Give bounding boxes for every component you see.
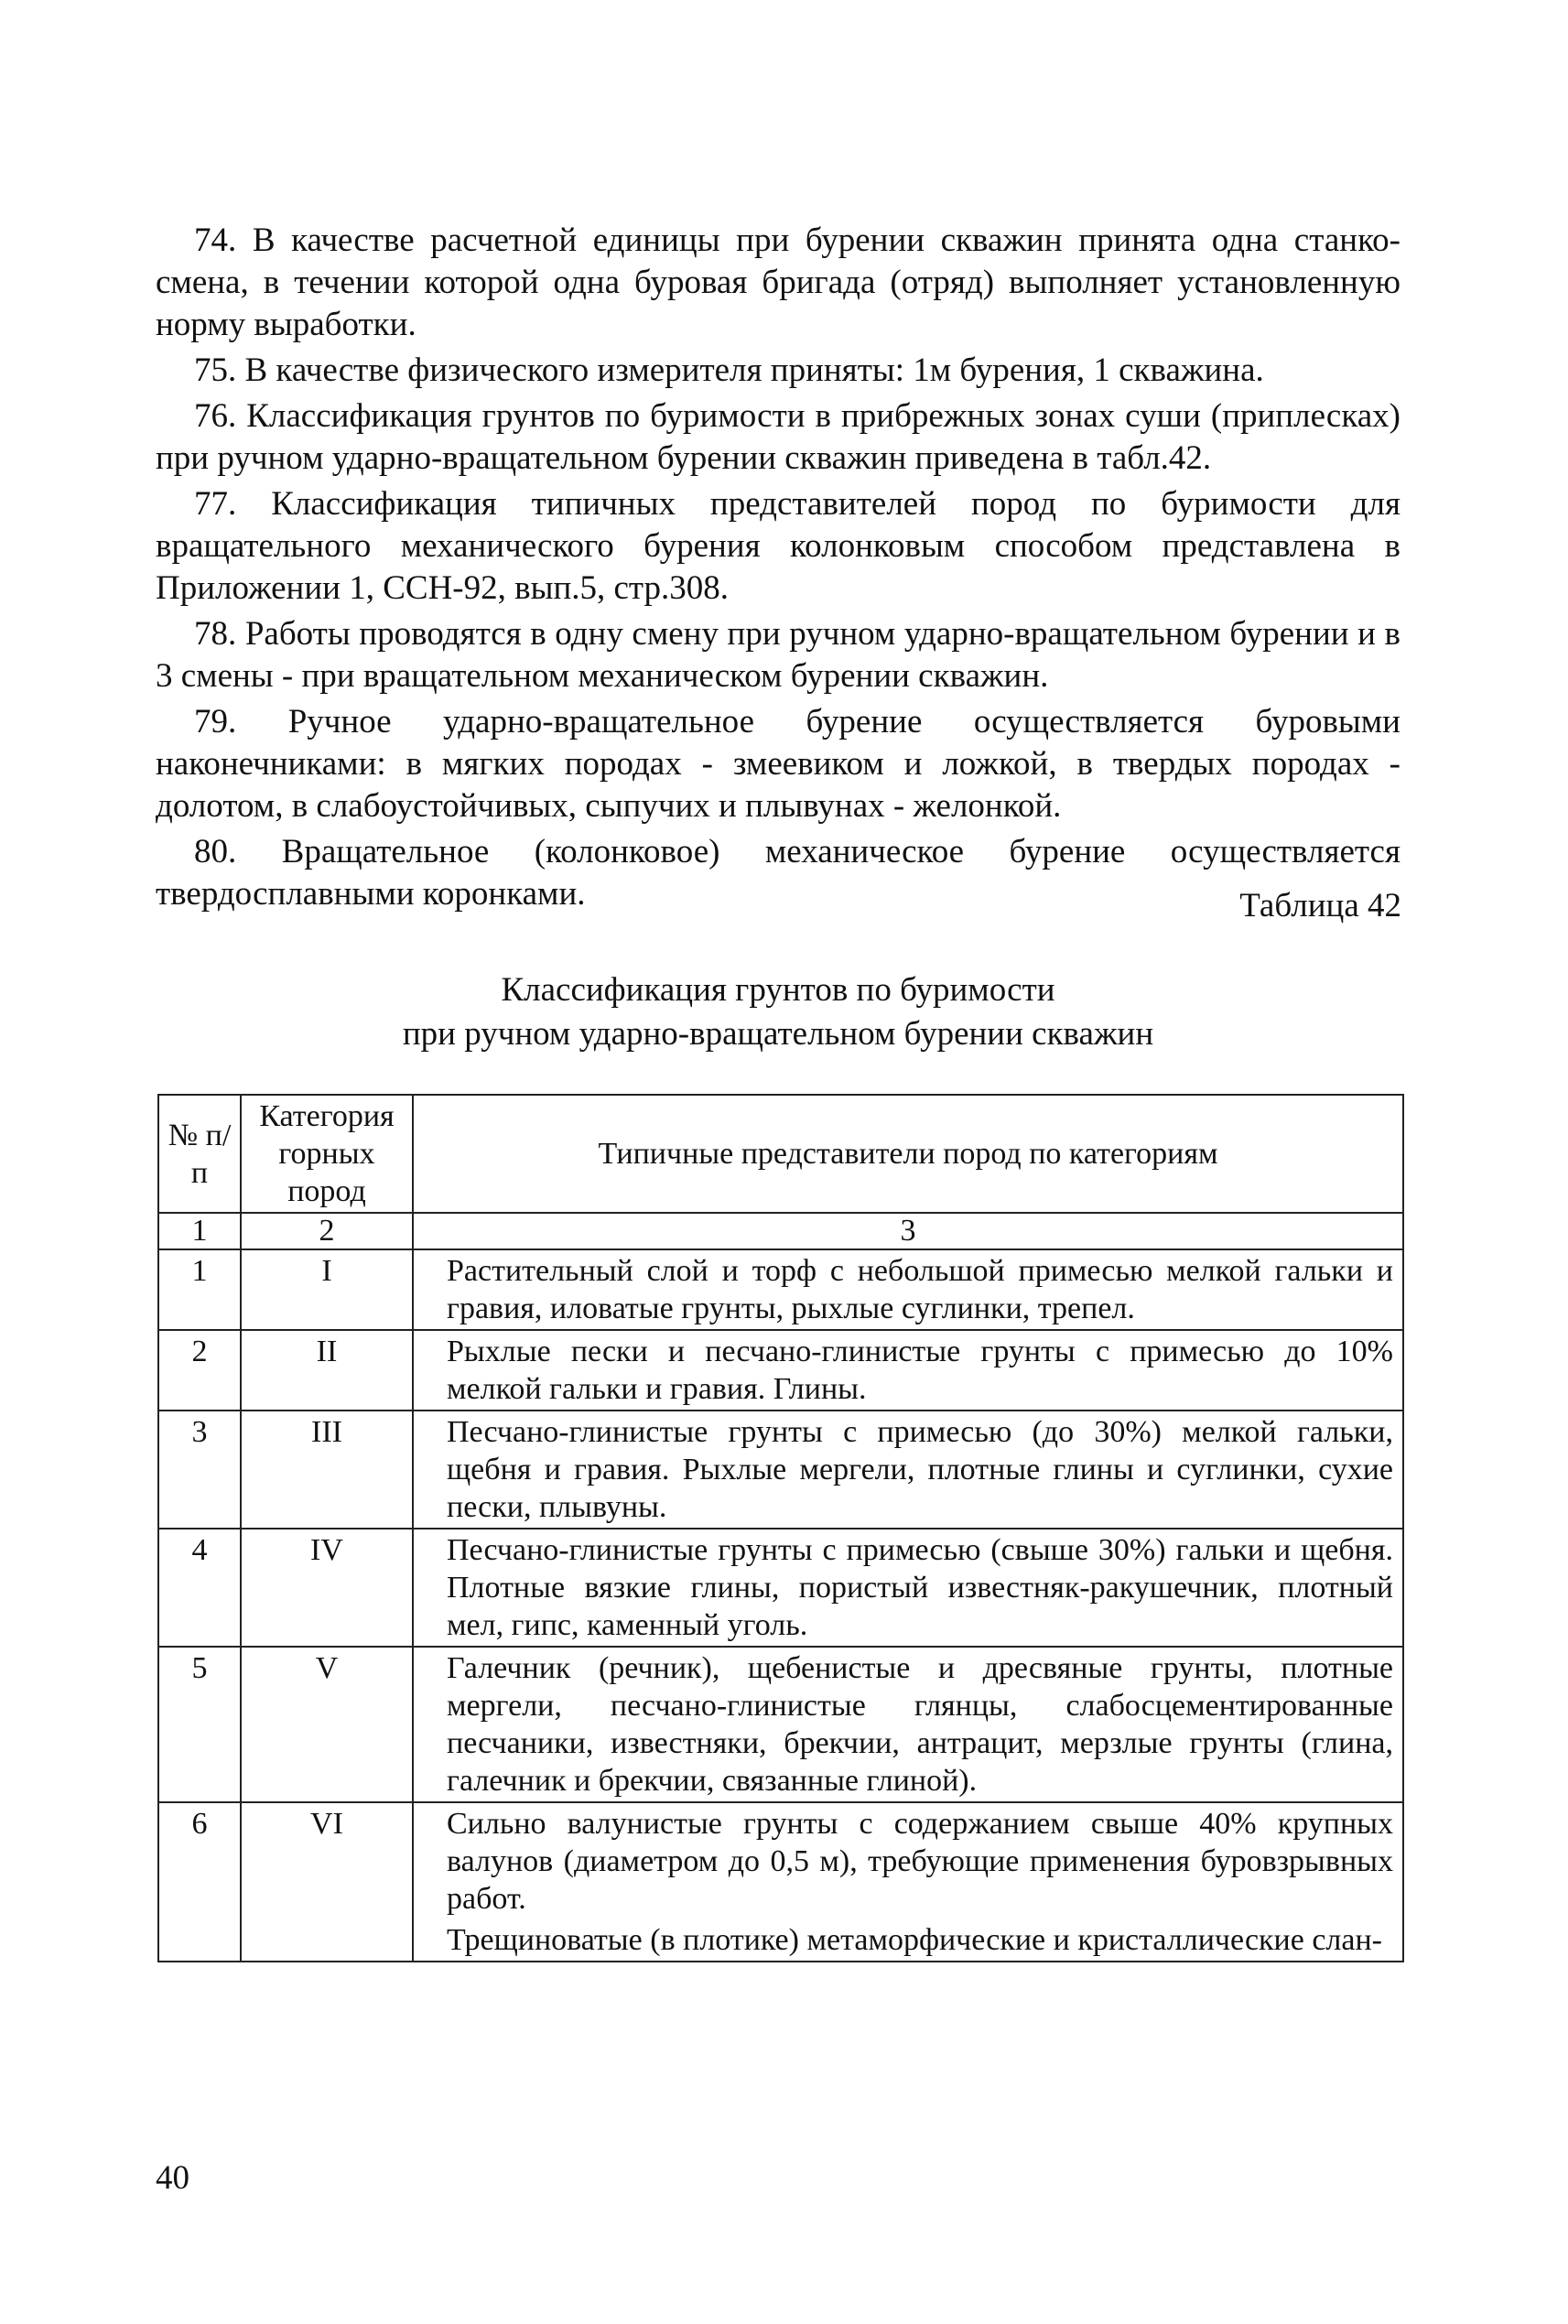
paragraph-78: 78. Работы проводятся в одну смену при ручном ударно-вращательном бурении и в 3 смены - при вращательном механическом бурении скважин. — [156, 615, 1400, 695]
header-description: Типичные представители пород по категориям — [413, 1095, 1403, 1213]
paragraph-80: 80. Вращательное (колонковое) механическое бурение осуществляется твердосплавными коронками. — [156, 833, 1400, 913]
table-caption-line1: Классификация грунтов по буримости — [501, 971, 1055, 1009]
paragraph-75: 75. В качестве физического измерителя приняты: 1м бурения, 1 скважина. — [194, 351, 1264, 389]
row-num: 5 — [158, 1647, 241, 1802]
index-cell-3: 3 — [413, 1213, 1403, 1249]
paragraph-77: 77. Классификация типичных представителей пород по буримости для вращательного механического бурения колонковым способом представлена в Приложении 1, ССН-92, вып.5, стр.308. — [156, 485, 1400, 607]
table-row — [158, 1330, 1403, 1411]
table-caption — [156, 968, 1400, 1056]
header-category: Категория горных пород — [241, 1095, 413, 1213]
paragraph-79: 79. Ручное ударно-вращательное бурение осуществляется буровыми наконечниками: в мягких породах - змеевиком и ложкой, в твердых породах - долотом, в слабоустойчивых, сыпучих и плывунах - желонкой. — [156, 703, 1400, 825]
row-description — [413, 1802, 1403, 1962]
table-row — [158, 1411, 1403, 1529]
row-description-main: Сильно валунистые грунты с содержанием свыше 40% крупных валунов (диаметром до 0,5 м), требующие применения буровзрывных работ. — [447, 1807, 1393, 1916]
paragraph-74: 74. В качестве расчетной единицы при бурении скважин принята одна станко-смена, в течении которой одна буровая бригада (отряд) выполняет установленную норму выработки. — [156, 222, 1400, 343]
row-description: Песчано-глинистые грунты с примесью (до 30%) мелкой гальки, щебня и гравия. Рыхлые мергели, плотные глины и суглинки, сухие пески, плывуны. — [413, 1411, 1403, 1529]
row-category: VI — [241, 1802, 413, 1962]
table-label: Таблица 42 — [1239, 887, 1401, 924]
row-num: 1 — [158, 1249, 241, 1330]
table-row — [158, 1249, 1403, 1330]
row-category: IV — [241, 1529, 413, 1647]
header-num: № п/п — [158, 1095, 241, 1213]
row-category: II — [241, 1330, 413, 1411]
classification-table — [157, 1094, 1404, 1962]
row-category: III — [241, 1411, 413, 1529]
row-num: 2 — [158, 1330, 241, 1411]
index-cell-2: 2 — [241, 1213, 413, 1249]
table-caption-line2: при ручном ударно-вращательном бурении скважин — [402, 1015, 1154, 1053]
paragraph-76: 76. Классификация грунтов по буримости в прибрежных зонах суши (приплесках) при ручном ударно-вращательном бурении скважин приведена в табл.42. — [156, 397, 1400, 477]
index-cell-1: 1 — [158, 1213, 241, 1249]
row-num: 4 — [158, 1529, 241, 1647]
row-num: 3 — [158, 1411, 241, 1529]
body-text — [156, 220, 1400, 919]
table-row — [158, 1529, 1403, 1647]
row-description-extra: Трещиноватые (в плотике) метаморфические и кристаллические слан- — [447, 1923, 1383, 1957]
row-description: Песчано-глинистые грунты с примесью (свыше 30%) гальки и щебня. Плотные вязкие глины, пористый известняк-ракушечник, плотный мел, гипс, каменный уголь. — [413, 1529, 1403, 1647]
table-row — [158, 1802, 1403, 1962]
table-row — [158, 1647, 1403, 1802]
table-index-row — [158, 1213, 1403, 1249]
row-description: Растительный слой и торф с небольшой примесью мелкой гальки и гравия, иловатые грунты, рыхлые суглинки, трепел. — [413, 1249, 1403, 1330]
row-category: V — [241, 1647, 413, 1802]
row-num: 6 — [158, 1802, 241, 1962]
row-description: Галечник (речник), щебенистые и дресвяные грунты, плотные мергели, песчано-глинистые глянцы, слабосцементированные песчаники, известняки, брекчии, антрацит, мерзлые грунты (глина, галечник и брекчии, связанные глиной). — [413, 1647, 1403, 1802]
row-category: I — [241, 1249, 413, 1330]
page-number: 40 — [156, 2159, 189, 2197]
row-description: Рыхлые пески и песчано-глинистые грунты с примесью до 10% мелкой гальки и гравия. Глины. — [413, 1330, 1403, 1411]
table-header-row — [158, 1095, 1403, 1213]
